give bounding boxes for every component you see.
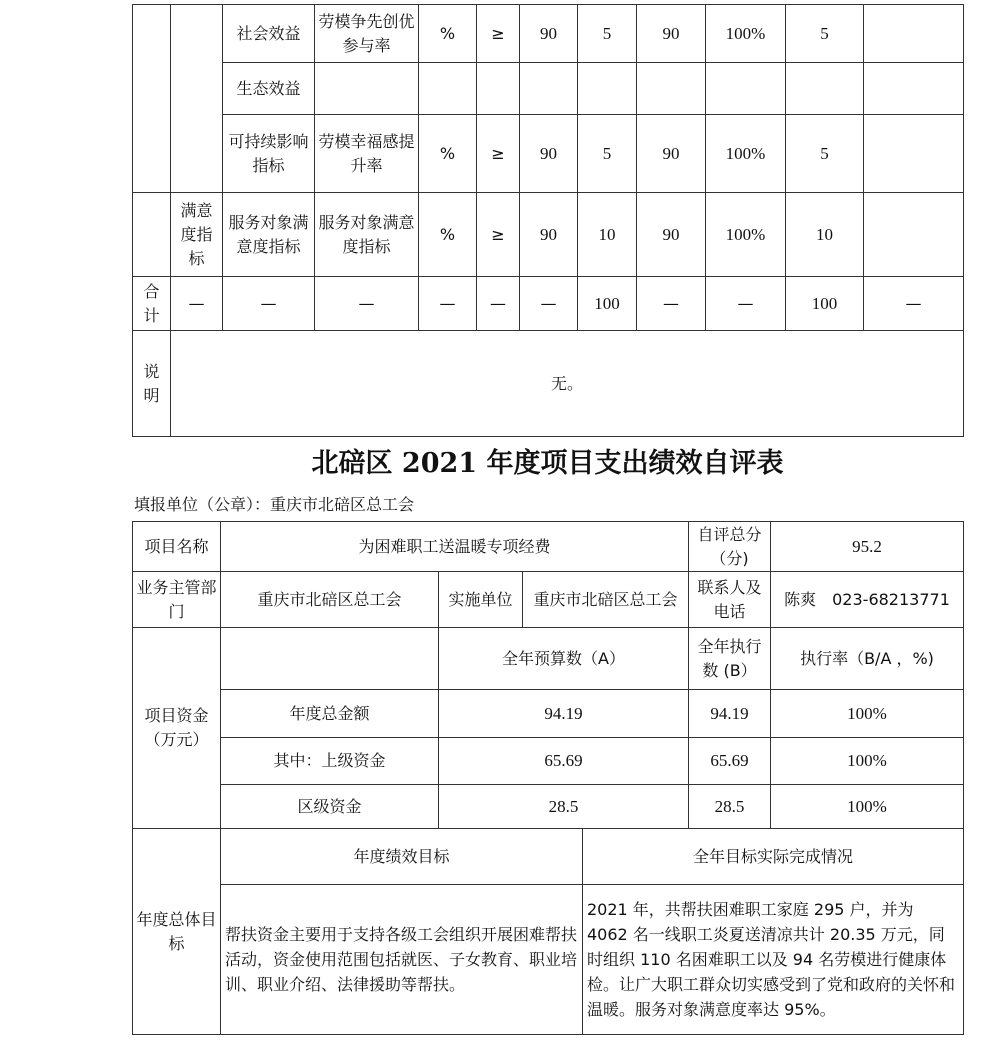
fund-label: 其中：上级资金	[221, 738, 439, 785]
remark-row	[133, 331, 964, 437]
completion-rate: 100%	[706, 115, 786, 193]
weight: 5	[578, 5, 637, 63]
dash: —	[171, 277, 223, 331]
dash: —	[706, 277, 786, 331]
fund-rate: 100%	[771, 738, 964, 785]
table-row	[133, 885, 964, 1035]
note	[864, 193, 964, 277]
goal-label: 年度总体目标	[133, 829, 221, 1035]
indicator-name: 劳模争先创优参与率	[315, 5, 419, 63]
actual-value: 90	[637, 5, 706, 63]
funds-label: 项目资金（万元）	[133, 628, 221, 829]
actual-col-header: 全年目标实际完成情况	[583, 829, 964, 885]
sub-indicator: 生态效益	[223, 63, 315, 115]
col-rate: 执行率（B/A ，%)	[771, 628, 964, 690]
impl: 重庆市北碚区总工会	[523, 572, 689, 628]
contact-label: 联系人及电话	[689, 572, 771, 628]
actual-value: 90	[637, 115, 706, 193]
table-row	[133, 522, 964, 572]
fund-budget: 65.69	[439, 738, 689, 785]
dash: —	[637, 277, 706, 331]
self-score-label: 自评总分（分)	[689, 522, 771, 572]
table-row	[133, 628, 964, 690]
operator: ≥	[477, 115, 520, 193]
actual-text: 2021 年，共帮扶困难职工家庭 295 户，并为 4062 名一线职工炎夏送清凉共计 20.35 万元，同时组织 110 名困难职工以及 94 名劳模进行健康体检。让广大职工群众切实感受到了党和政府的关怀和温暖。服务对象满意度率达 95%。	[583, 885, 964, 1035]
dash: —	[315, 277, 419, 331]
self-score: 95.2	[771, 522, 964, 572]
table-row	[133, 115, 964, 193]
score: 10	[786, 193, 864, 277]
target-value: 90	[520, 193, 578, 277]
remark-label: 说明	[143, 361, 160, 405]
goal-text: 帮扶资金主要用于支持各级工会组织开展困难帮扶活动，资金使用范围包括就医、子女教育、职业培训、职业介绍、法律援助等帮扶。	[221, 885, 583, 1035]
project-name-label: 项目名称	[133, 522, 221, 572]
target-value: 90	[520, 115, 578, 193]
sub-indicator: 可持续影响指标	[223, 115, 315, 193]
col-exec: 全年执行数 (B）	[689, 628, 771, 690]
operator: ≥	[477, 5, 520, 63]
dash: —	[419, 277, 477, 331]
unit: %	[419, 115, 477, 193]
sub-indicator: 服务对象满意度指标	[223, 193, 315, 277]
table-row	[133, 193, 964, 277]
remark-text: 无。	[171, 331, 964, 437]
actual-value: 90	[637, 193, 706, 277]
fund-budget: 94.19	[439, 690, 689, 738]
dash: —	[223, 277, 315, 331]
table-row	[133, 738, 964, 785]
unit: %	[419, 5, 477, 63]
contact: 陈爽 023-68213771	[771, 572, 964, 628]
dash: —	[864, 277, 964, 331]
dash: —	[477, 277, 520, 331]
operator: ≥	[477, 193, 520, 277]
total-score: 100	[786, 277, 864, 331]
fund-exec: 65.69	[689, 738, 771, 785]
table-row	[133, 690, 964, 738]
table-row	[133, 572, 964, 628]
score: 5	[786, 5, 864, 63]
indicator-name: 服务对象满意度指标	[315, 193, 419, 277]
page-title: 北碚区 2021 年度项目支出绩效自评表	[311, 448, 784, 479]
fund-label: 区级资金	[221, 785, 439, 829]
table-row	[133, 829, 964, 885]
table-row	[133, 63, 964, 115]
impl-label: 实施单位	[439, 572, 523, 628]
completion-rate: 100%	[706, 5, 786, 63]
note	[864, 5, 964, 63]
fund-label: 年度总金额	[221, 690, 439, 738]
weight: 5	[578, 115, 637, 193]
fund-rate: 100%	[771, 785, 964, 829]
target-value: 90	[520, 5, 578, 63]
fund-budget: 28.5	[439, 785, 689, 829]
table-row	[133, 5, 964, 63]
col-budget: 全年预算数（A）	[439, 628, 689, 690]
dept: 重庆市北碚区总工会	[221, 572, 439, 628]
note	[864, 115, 964, 193]
fund-rate: 100%	[771, 690, 964, 738]
table-row	[133, 785, 964, 829]
indicator-table	[132, 4, 964, 437]
score: 5	[786, 115, 864, 193]
weight: 10	[578, 193, 637, 277]
sub-indicator: 社会效益	[223, 5, 315, 63]
project-name: 为困难职工送温暖专项经费	[221, 522, 689, 572]
dept-label: 业务主管部门	[133, 572, 221, 628]
total-label: 合计	[143, 281, 160, 325]
evaluation-table	[132, 521, 964, 1035]
category: 满意度指标	[171, 193, 223, 277]
total-weight: 100	[578, 277, 637, 331]
unit: %	[419, 193, 477, 277]
total-row	[133, 277, 964, 331]
filler-unit: 填报单位（公章）：重庆市北碚区总工会	[134, 495, 415, 514]
indicator-name: 劳模幸福感提升率	[315, 115, 419, 193]
fund-exec: 28.5	[689, 785, 771, 829]
goal-col-header: 年度绩效目标	[221, 829, 583, 885]
dash: —	[520, 277, 578, 331]
fund-exec: 94.19	[689, 690, 771, 738]
completion-rate: 100%	[706, 193, 786, 277]
